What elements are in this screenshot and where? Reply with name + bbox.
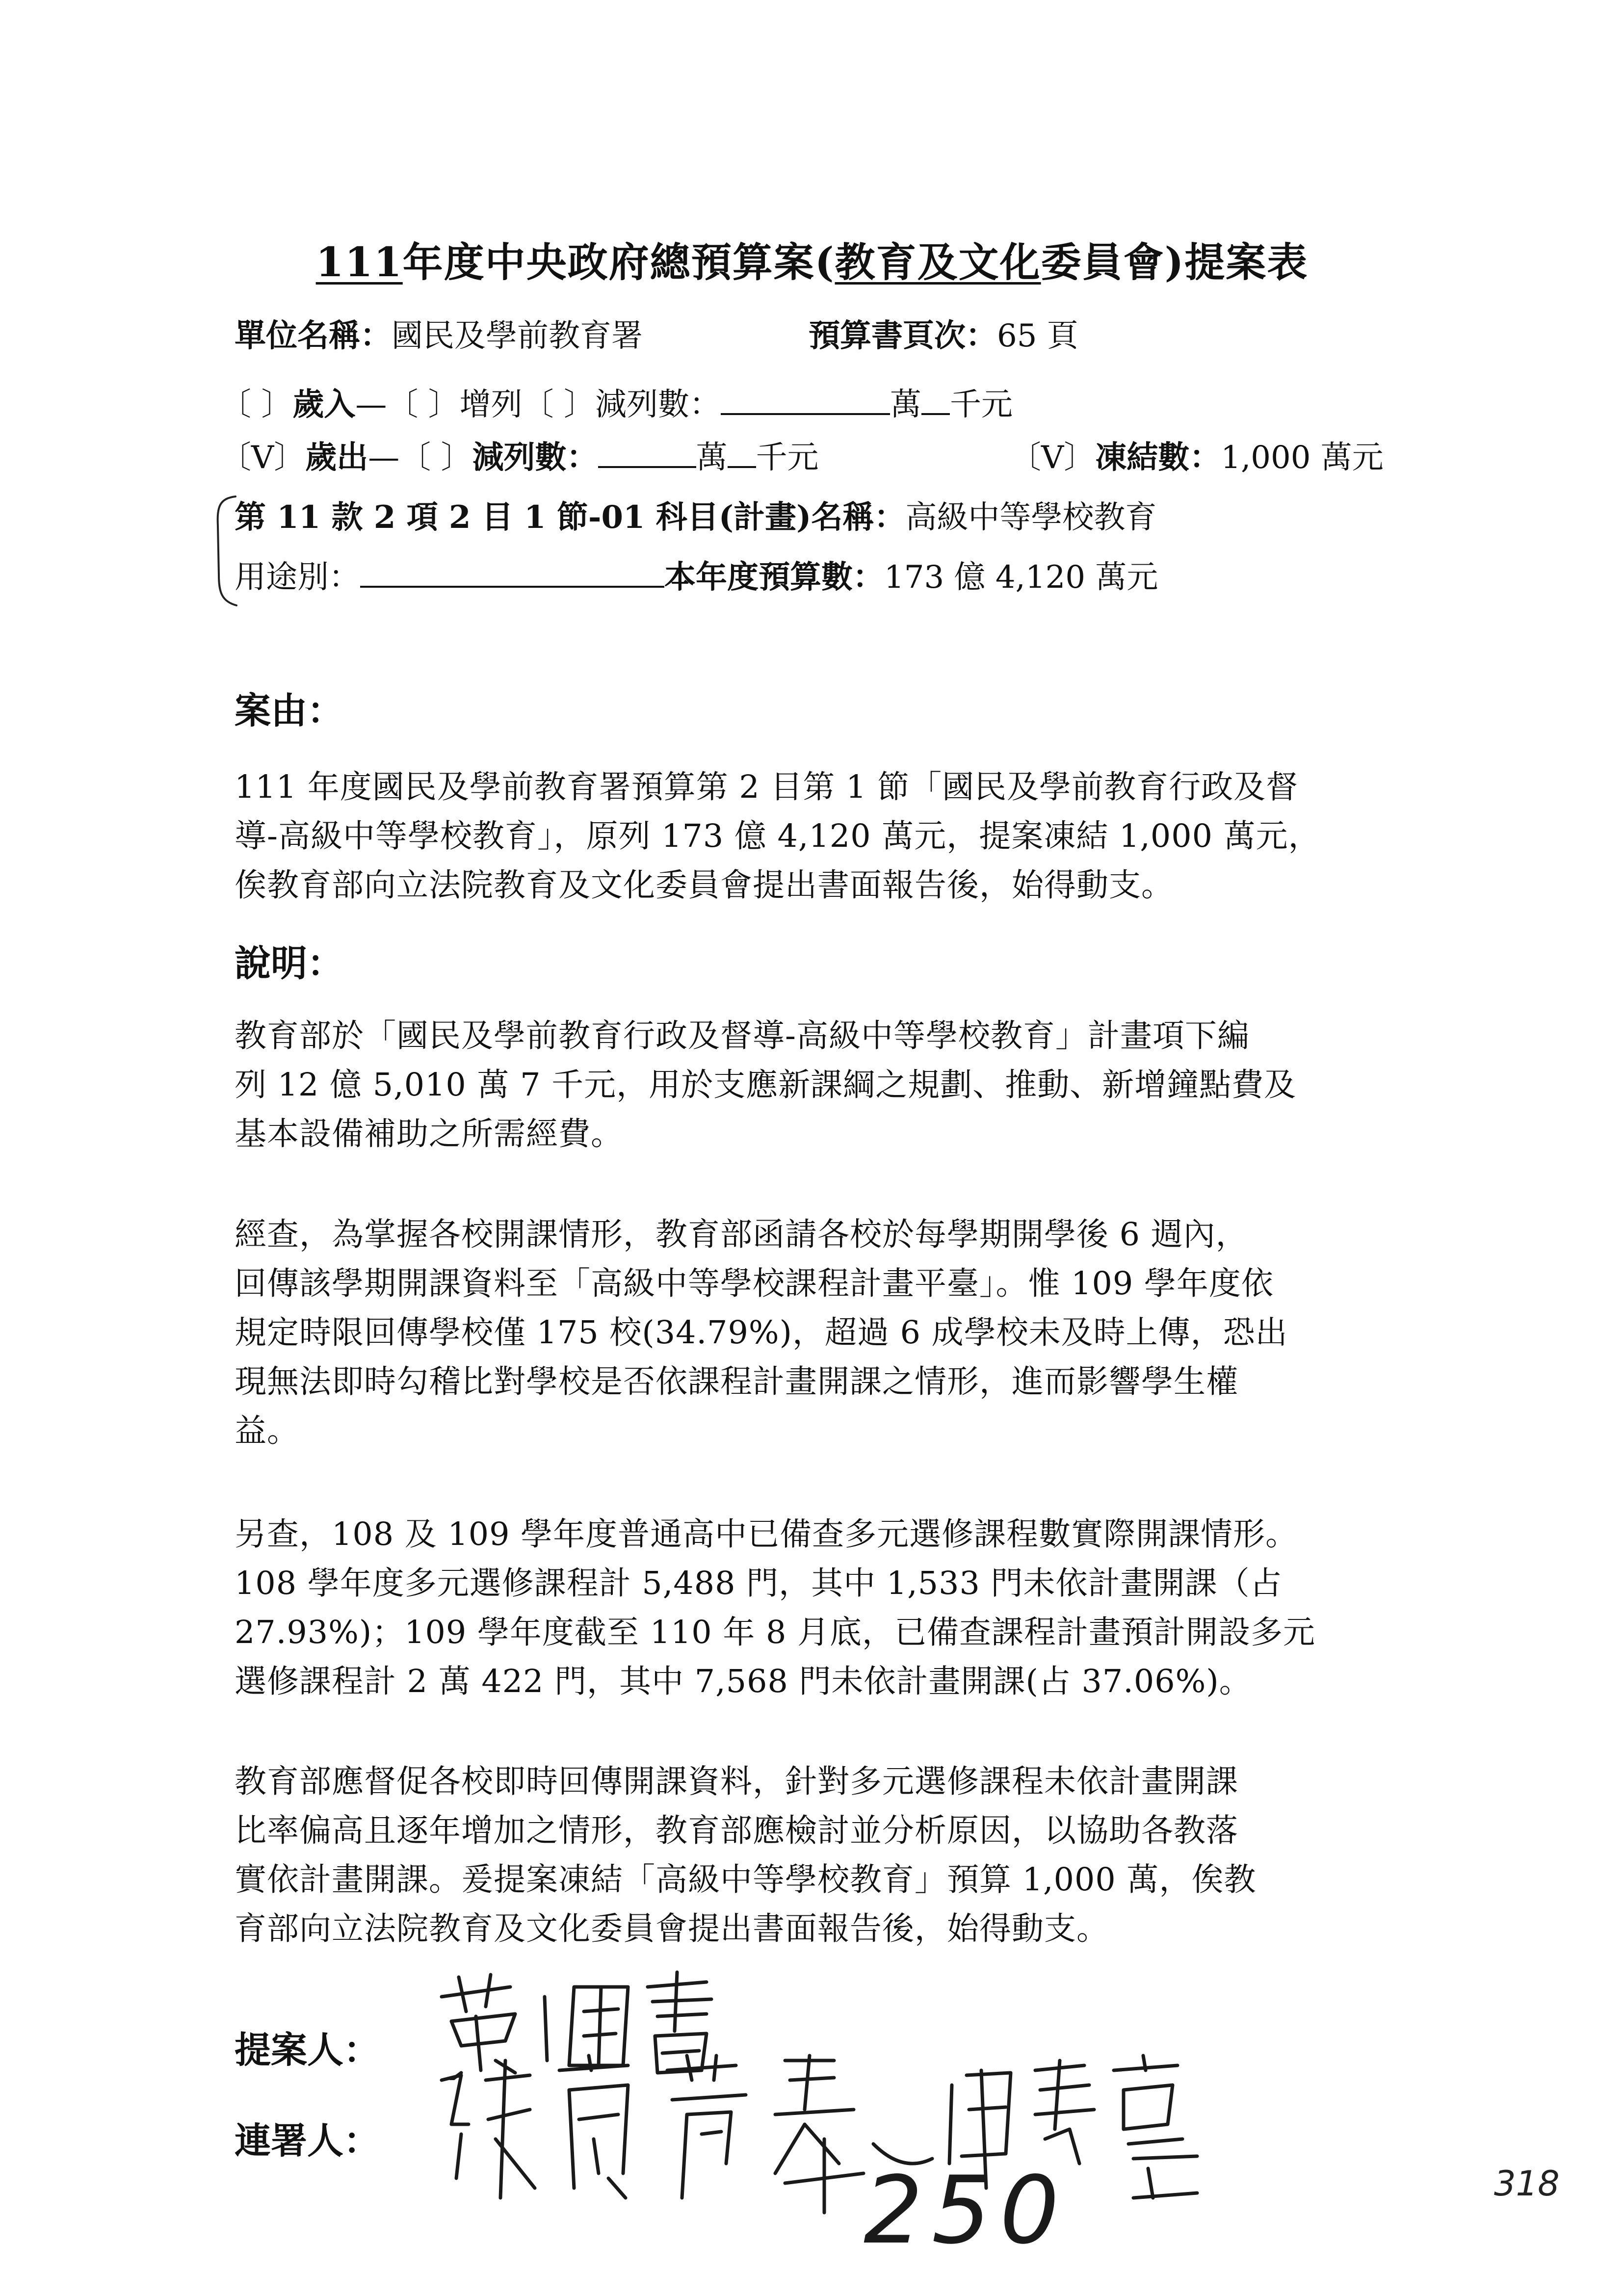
explanation-line: 基本設備補助之所需經費。 bbox=[235, 1116, 624, 1152]
budget-label: 本年度預算數： bbox=[664, 559, 884, 596]
revenue-qian: 千元 bbox=[950, 387, 1013, 423]
cosigner-signatures bbox=[432, 2051, 1266, 2227]
decrease-amount-blank bbox=[598, 438, 696, 468]
explanation-line: 教育部於「國民及學前教育行政及督導-高級中等學校教育」計畫項下編 bbox=[235, 1018, 1250, 1054]
explanation-line: 育部向立法院教育及文化委員會提出書面報告後，始得動支。 bbox=[235, 1910, 1109, 1947]
usage-blank bbox=[360, 557, 664, 588]
reason-text bbox=[235, 763, 1437, 910]
explanation-line: 列 12 億 5,010 萬 7 千元，用於支應新課綱之規劃、推動、新增鐘點費及 bbox=[235, 1067, 1297, 1103]
explanation-line: 選修課程計 2 萬 422 門，其中 7,568 門未依計畫開課(占 37.06%)。 bbox=[235, 1663, 1252, 1700]
expense-line bbox=[220, 436, 819, 480]
explanation-paragraph-4 bbox=[235, 1757, 1437, 1954]
unit-row bbox=[235, 314, 643, 358]
explanation-paragraph-1 bbox=[235, 1012, 1437, 1159]
expense-dash: — bbox=[368, 440, 400, 476]
reason-line: 111 年度國民及學前教育署預算第 2 目第 1 節「國民及學前教育行政及督 bbox=[235, 769, 1299, 806]
usage-label: 用途別： bbox=[235, 559, 360, 596]
budget-page-row bbox=[809, 314, 1078, 358]
revenue-qian-blank bbox=[921, 385, 950, 415]
explanation-heading: 說明： bbox=[235, 942, 343, 985]
expense-qian-blank bbox=[728, 438, 756, 468]
title-committee: 教育及文化 bbox=[835, 239, 1041, 286]
explanation-line: 規定時限回傳學校僅 175 校(34.79%)，超過 6 成學校未及時上傳，恐出 bbox=[235, 1314, 1288, 1351]
explanation-line: 另查，108 及 109 學年度普通高中已備查多元選修課程數實際開課情形。 bbox=[235, 1516, 1298, 1553]
revenue-dash: — bbox=[355, 387, 387, 423]
reason-heading: 案由： bbox=[235, 690, 343, 732]
revenue-line bbox=[220, 383, 1013, 427]
title-end: 委員會)提案表 bbox=[1041, 239, 1309, 286]
handwritten-number: 250 bbox=[864, 2156, 1068, 2265]
explanation-paragraph-3 bbox=[235, 1510, 1437, 1706]
explanation-line: 經查，為掌握各校開課情形，教育部函請各校於每學期開學後 6 週內， bbox=[235, 1216, 1248, 1253]
freeze-checkbox: 〔V〕 bbox=[1010, 440, 1096, 476]
unit-value: 國民及學前教育署 bbox=[392, 318, 643, 354]
title-year: 111 bbox=[315, 239, 403, 286]
revenue-checkbox: 〔 〕 bbox=[220, 387, 293, 423]
explanation-line: 教育部應督促各校即時回傳開課資料，針對多元選修課程未依計畫開課 bbox=[235, 1763, 1239, 1800]
explanation-line: 回傳該學期開課資料至「高級中等學校課程計畫平臺」。惟 109 學年度依 bbox=[235, 1265, 1274, 1302]
expense-qian: 千元 bbox=[756, 440, 819, 476]
freeze-value: 1,000 萬元 bbox=[1221, 440, 1384, 476]
title-middle: 年度中央政府總預算案( bbox=[402, 239, 835, 286]
item-label: 第 11 款 2 項 2 目 1 節-01 科目(計畫)名稱： bbox=[235, 499, 906, 536]
budget-page-label: 預算書頁次： bbox=[809, 317, 997, 354]
revenue-amount-blank bbox=[721, 385, 890, 415]
expense-wan: 萬 bbox=[696, 440, 728, 476]
page-title bbox=[0, 231, 1624, 288]
budget-page-value: 65 頁 bbox=[997, 318, 1078, 354]
usage-line bbox=[235, 555, 1158, 600]
explanation-line: 比率偏高且逐年增加之情形，教育部應檢討並分析原因，以協助各教落 bbox=[235, 1812, 1239, 1849]
decrease-label: 減列數： bbox=[472, 439, 598, 476]
explanation-line: 益。 bbox=[235, 1412, 300, 1449]
revenue-wan: 萬 bbox=[890, 387, 922, 423]
page-number: 318 bbox=[1494, 2164, 1560, 2204]
decrease-checkbox: 〔 〕 bbox=[399, 440, 472, 476]
expense-label: 歲出 bbox=[305, 439, 368, 476]
item-line bbox=[235, 496, 1156, 540]
explanation-paragraph-2 bbox=[235, 1210, 1437, 1456]
explanation-line: 實依計畫開課。爰提案凍結「高級中等學校教育」預算 1,000 萬，俟教 bbox=[235, 1861, 1257, 1898]
revenue-adjust: 〔 〕增列〔 〕減列數： bbox=[387, 387, 721, 423]
freeze-amount bbox=[1010, 436, 1384, 480]
expense-checkbox: 〔V〕 bbox=[220, 440, 306, 476]
explanation-line: 27.93%)；109 學年度截至 110 年 8 月底，已備查課程計畫預計開設多元 bbox=[235, 1614, 1315, 1651]
item-value: 高級中等學校教育 bbox=[905, 499, 1157, 536]
cosigner-label: 連署人： bbox=[235, 2120, 380, 2162]
revenue-label: 歲入 bbox=[292, 386, 356, 423]
explanation-line: 108 學年度多元選修課程計 5,488 門，其中 1,533 門未依計畫開課（占 bbox=[235, 1565, 1283, 1602]
unit-label: 單位名稱： bbox=[235, 317, 392, 354]
explanation-line: 現無法即時勾稽比對學校是否依課程計畫開課之情形，進而影響學生權 bbox=[235, 1363, 1239, 1400]
reason-line: 俟教育部向立法院教育及文化委員會提出書面報告後，始得動支。 bbox=[235, 867, 1174, 904]
proposer-label: 提案人： bbox=[235, 2029, 380, 2071]
budget-value: 173 億 4,120 萬元 bbox=[884, 559, 1158, 596]
freeze-label: 凍結數： bbox=[1095, 439, 1221, 476]
reason-line: 導-高級中等學校教育」，原列 173 億 4,120 萬元，提案凍結 1,000 萬元， bbox=[235, 818, 1321, 855]
